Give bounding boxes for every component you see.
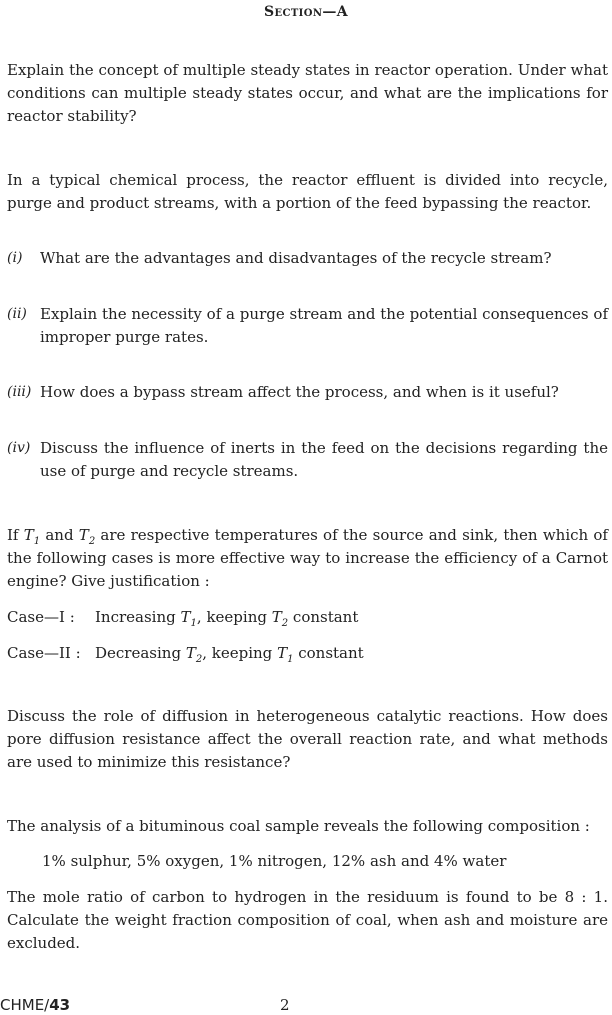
subquestion-label: (i) — [7, 250, 23, 266]
case-pre: Decreasing — [95, 644, 182, 662]
case-pre: Increasing — [95, 608, 176, 626]
question-process-streams-intro: In a typical chemical process, the reactor effluent is divided into recycle, purge and product streams, with a portion of the feed bypassing the reactor. — [7, 171, 608, 212]
symbol-t2: $T_2$ — [185, 644, 203, 665]
symbol-t2: $T_2$ — [78, 526, 96, 547]
intro-post: are respective temperatures of the source and sink, then which of the following cases is more effective way to increase the efficiency of a Carnot engine? Give justification : — [7, 526, 608, 590]
intro-pre: If — [7, 526, 19, 544]
subquestion-text: Discuss the influence of inerts in the feed on the decisions regarding the use of purge and recycle streams. — [40, 439, 608, 480]
subquestion-label: (iv) — [7, 440, 31, 456]
intro-and: and — [45, 526, 74, 544]
case-mid: , keeping — [202, 644, 273, 662]
page-number: 2 — [280, 996, 290, 1014]
paper-code: CHME/43 — [0, 996, 71, 1014]
case-label: Case—I : — [7, 608, 75, 626]
subquestion-label: (iii) — [7, 384, 32, 400]
subquestion-text: What are the advantages and disadvantages of the recycle stream? — [40, 249, 552, 267]
symbol-t2: $T_2$ — [271, 608, 289, 629]
case-post: constant — [298, 644, 364, 662]
symbol-t1: $T_1$ — [180, 608, 197, 629]
question-multiple-steady-states: Explain the concept of multiple steady states in reactor operation. Under what conditions can multiple steady states occur, and what are the implications for reactor stability? — [7, 61, 608, 125]
question-diffusion-catalysis: Discuss the role of diffusion in heterogeneous catalytic reactions. How does pore diffusion resistance affect the overall reaction rate, and what methods are used to minimize this resistance? — [7, 707, 608, 771]
symbol-t1: $T_1$ — [23, 526, 41, 547]
question-carnot-engine — [7, 524, 608, 593]
question-coal-analysis-task: The mole ratio of carbon to hydrogen in the residuum is found to be 8 : 1. Calculate the weight fraction composition of coal, when ash and moisture are excluded. — [7, 888, 608, 952]
subquestion-text: Explain the necessity of a purge stream and the potential consequences of improper purge rates. — [40, 305, 608, 346]
coal-composition: 1% sulphur, 5% oxygen, 1% nitrogen, 12% ash and 4% water — [42, 852, 507, 870]
case-label: Case—II : — [7, 644, 81, 662]
case-two — [7, 642, 364, 665]
symbol-t1: $T_1$ — [277, 644, 294, 665]
case-one — [7, 606, 358, 629]
case-post: constant — [292, 608, 359, 626]
case-mid: , keeping — [196, 608, 267, 626]
section-title: Section—A — [263, 4, 349, 20]
question-coal-analysis-intro: The analysis of a bituminous coal sample reveals the following composition : — [7, 817, 590, 835]
subquestion-text: How does a bypass stream affect the process, and when is it useful? — [40, 383, 559, 401]
subquestion-label: (ii) — [7, 306, 27, 322]
